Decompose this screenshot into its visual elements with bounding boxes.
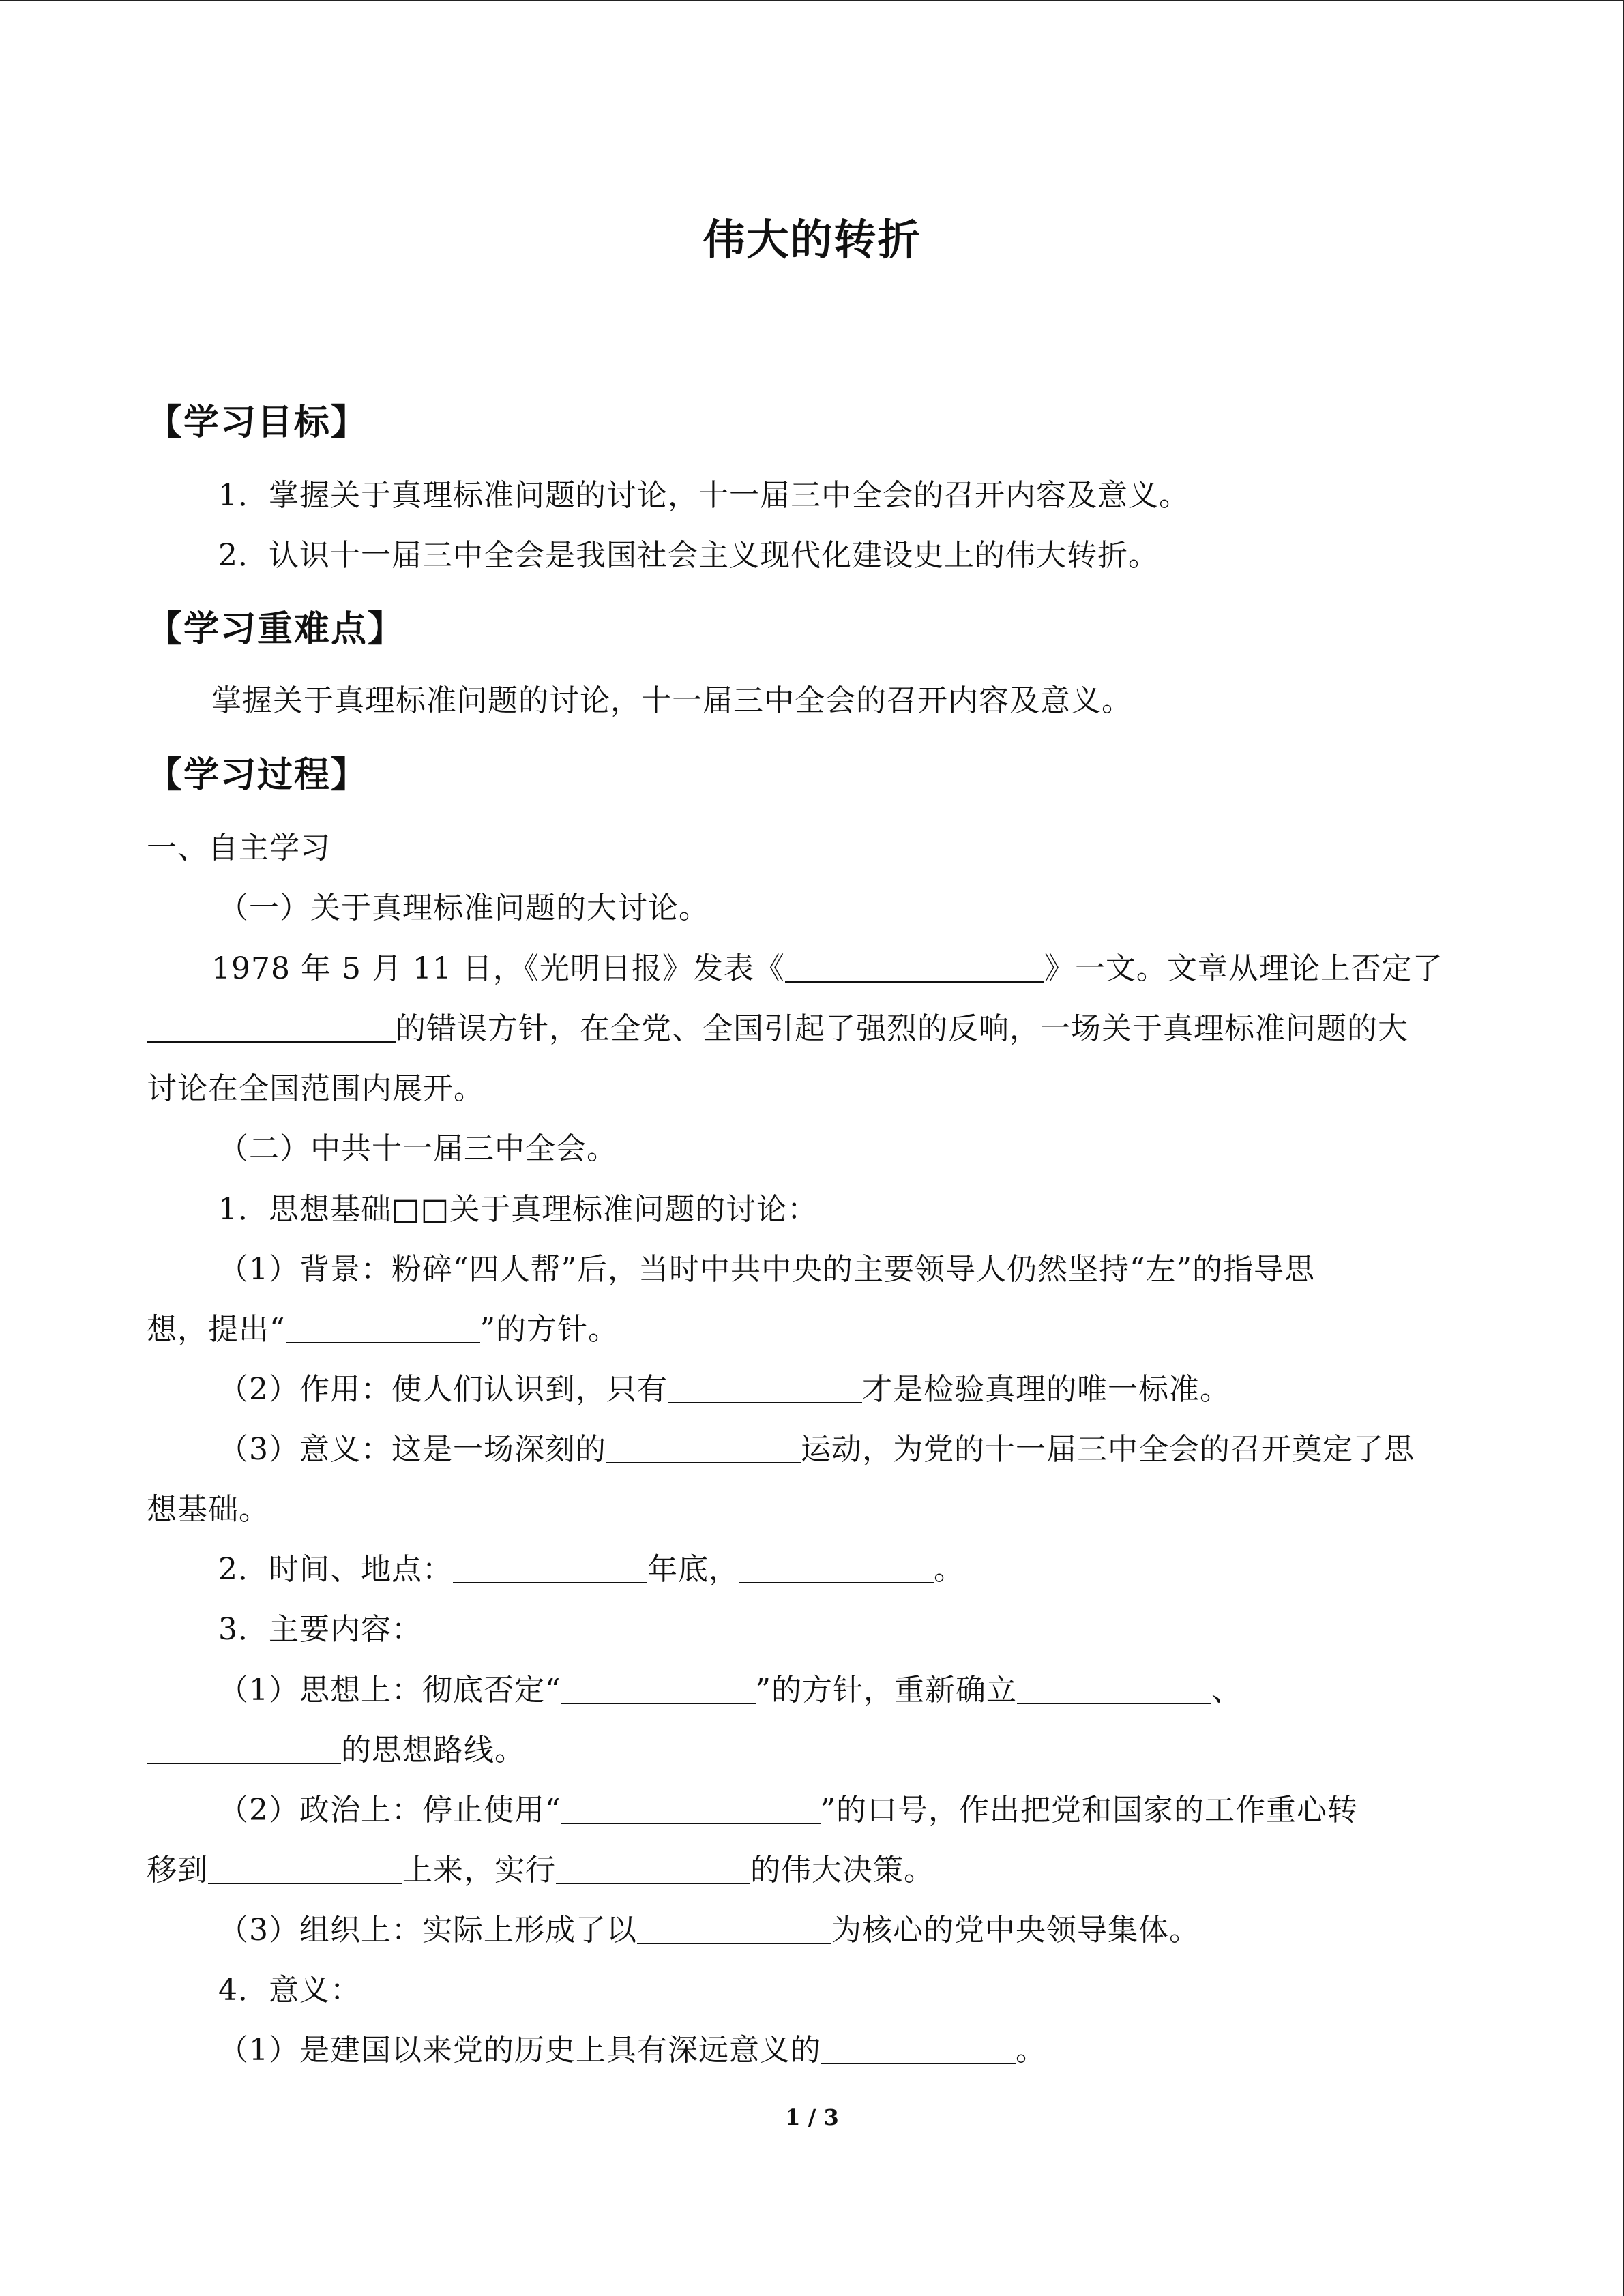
blank-article-title[interactable]: [785, 951, 1044, 983]
politics-e: 的伟大决策。: [750, 1853, 934, 1888]
effect-line-a: （2）作用：使人们认识到，只有: [218, 1372, 668, 1407]
politics-c: 移到: [147, 1853, 208, 1888]
part2-item-2: [218, 1549, 964, 1590]
objective-1: 1．掌握关于真理标准问题的讨论，十一届三中全会的召开内容及意义。: [218, 478, 1190, 513]
ideology-d: 的思想路线。: [341, 1733, 525, 1768]
blank-policy-name[interactable]: [286, 1312, 480, 1343]
blank-truth-standard[interactable]: [668, 1372, 862, 1403]
ideology-line: [218, 1670, 1242, 1711]
meaning-line-c: 想基础。: [147, 1492, 269, 1527]
blank-significance[interactable]: [821, 2033, 1016, 2064]
blank-ideology-line-2[interactable]: [147, 1733, 341, 1764]
politics-line: [218, 1790, 1358, 1831]
ideology-a: （1）思想上：彻底否定“: [218, 1673, 561, 1708]
blank-wrong-policy[interactable]: [147, 1011, 396, 1043]
page-number: 1 / 3: [785, 2104, 839, 2130]
significance-b: 。: [1016, 2033, 1046, 2068]
part1-line-1-b: 》一文。文章从理论上否定了: [1044, 951, 1443, 986]
part2-title: （二）中共十一届三中全会。: [218, 1131, 617, 1166]
significance-line: [218, 2030, 1046, 2071]
politics-b: ”的口号，作出把党和国家的工作重心转: [820, 1793, 1358, 1828]
part1-line-3: 讨论在全国范围内展开。: [147, 1071, 484, 1106]
heading-process: 【学习过程】: [147, 755, 368, 796]
ideology-line-2: [147, 1730, 525, 1771]
key-points-text: 掌握关于真理标准问题的讨论，十一届三中全会的召开内容及意义。: [211, 683, 1132, 718]
part2-item-4: 4．意义：: [218, 1973, 361, 2008]
background-line-b2: ”的方针。: [479, 1312, 619, 1347]
effect-line: [218, 1369, 1230, 1410]
item2-c: 。: [934, 1552, 964, 1587]
background-line-a: （1）背景：粉碎“四人帮”后，当时中共中央的主要领导人仍然坚持“左”的指导思: [218, 1252, 1315, 1287]
blank-work-focus[interactable]: [208, 1853, 402, 1884]
meaning-line-b: 运动，为党的十一届三中全会的召开奠定了思: [801, 1432, 1415, 1467]
objective-2: 2．认识十一届三中全会是我国社会主义现代化建设史上的伟大转折。: [218, 538, 1159, 573]
politics-d: 上来，实行: [402, 1853, 556, 1888]
blank-place[interactable]: [739, 1552, 934, 1583]
ideology-c: 、: [1211, 1673, 1242, 1708]
blank-decision[interactable]: [556, 1853, 750, 1884]
ideology-b: ”的方针，重新确立: [755, 1673, 1017, 1708]
item2-a: 2．时间、地点：: [218, 1552, 453, 1587]
organization-b: 为核心的党中央领导集体。: [831, 1913, 1200, 1948]
blank-negated-policy[interactable]: [561, 1673, 756, 1704]
blank-ideology-line-1[interactable]: [1017, 1673, 1211, 1704]
blank-core-leader[interactable]: [637, 1913, 831, 1944]
effect-line-b: 才是检验真理的唯一标准。: [862, 1372, 1230, 1407]
part1-title: （一）关于真理标准问题的大讨论。: [218, 891, 709, 925]
meaning-line-a: （3）意义：这是一场深刻的: [218, 1432, 606, 1467]
significance-a: （1）是建国以来党的历史上具有深远意义的: [218, 2033, 821, 2068]
blank-movement[interactable]: [606, 1432, 801, 1463]
politics-line-2: [147, 1850, 934, 1891]
organization-line: [218, 1910, 1200, 1951]
background-line-b1: 想，提出“: [147, 1312, 286, 1347]
part1-line-2-b: 的错误方针，在全党、全国引起了强烈的反响，一场关于真理标准问题的大: [396, 1011, 1408, 1046]
organization-a: （3）组织上：实际上形成了以: [218, 1913, 637, 1948]
part1-line-1-a: 1978 年 5 月 11 日，《光明日报》发表《: [211, 951, 785, 986]
meaning-line: [218, 1429, 1415, 1470]
politics-a: （2）政治上：停止使用“: [218, 1793, 561, 1828]
heading-objectives: 【学习目标】: [147, 402, 368, 443]
part2-item-1: 1．思想基础□□关于真理标准问题的讨论：: [218, 1192, 818, 1227]
self-study-heading: 一、自主学习: [147, 831, 331, 865]
blank-slogan[interactable]: [561, 1793, 821, 1824]
document-title: 伟大的转折: [703, 215, 921, 265]
part1-line-2: [147, 1009, 1408, 1049]
heading-key-points: 【学习重难点】: [147, 609, 405, 650]
part2-item-3: 3．主要内容：: [218, 1612, 422, 1647]
part1-line-1: [211, 949, 1443, 989]
blank-year[interactable]: [453, 1552, 647, 1583]
item2-b: 年底，: [647, 1552, 739, 1587]
background-line-b: [147, 1309, 619, 1350]
